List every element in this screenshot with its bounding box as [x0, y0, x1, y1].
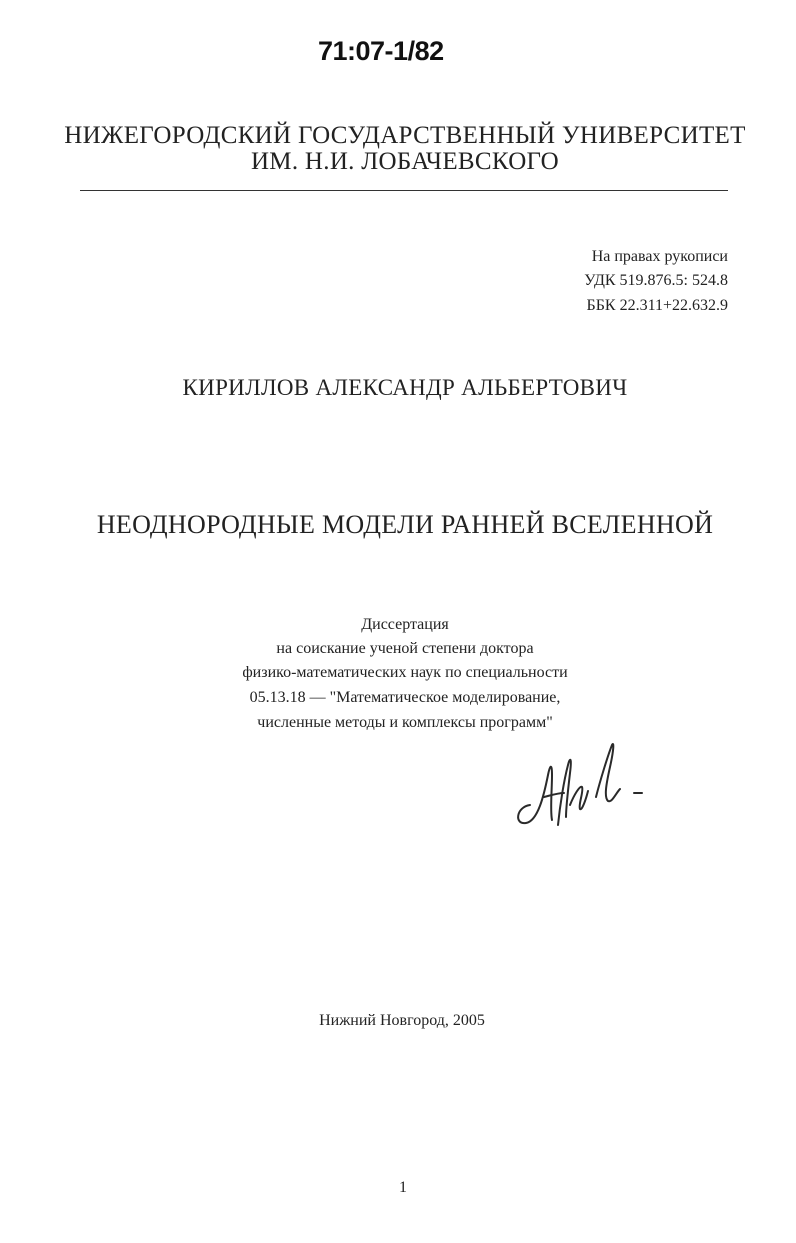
page-number: 1	[399, 1179, 407, 1196]
university-name-line1: НИЖЕГОРОДСКИЙ ГОСУДАРСТВЕННЫЙ УНИВЕРСИТЕТ	[64, 122, 746, 149]
dissertation-type: Диссертация	[361, 616, 449, 633]
degree-line: на соискание ученой степени доктора	[276, 640, 534, 657]
archive-stamp-code: 71:07-1/82	[318, 36, 444, 66]
bbk-code: ББК 22.311+22.632.9	[586, 297, 728, 314]
manuscript-rights-label: На правах рукописи	[591, 248, 728, 265]
header-divider	[80, 190, 728, 191]
udc-code: УДК 519.876.5: 524.8	[584, 272, 728, 289]
field-line: физико-математических наук по специальности	[242, 664, 568, 681]
specialty-line2: численные методы и комплексы программ"	[257, 714, 553, 731]
dissertation-title: НЕОДНОРОДНЫЕ МОДЕЛИ РАННЕЙ ВСЕЛЕННОЙ	[96, 510, 714, 539]
city-and-year: Нижний Новгород, 2005	[319, 1012, 485, 1029]
university-name-line2: ИМ. Н.И. ЛОБАЧЕВСКОГО	[250, 148, 560, 175]
handwritten-signature	[508, 735, 658, 835]
author-name: КИРИЛЛОВ АЛЕКСАНДР АЛЬБЕРТОВИЧ	[182, 375, 628, 400]
specialty-line1: 05.13.18 — "Математическое моделирование,	[249, 689, 561, 706]
